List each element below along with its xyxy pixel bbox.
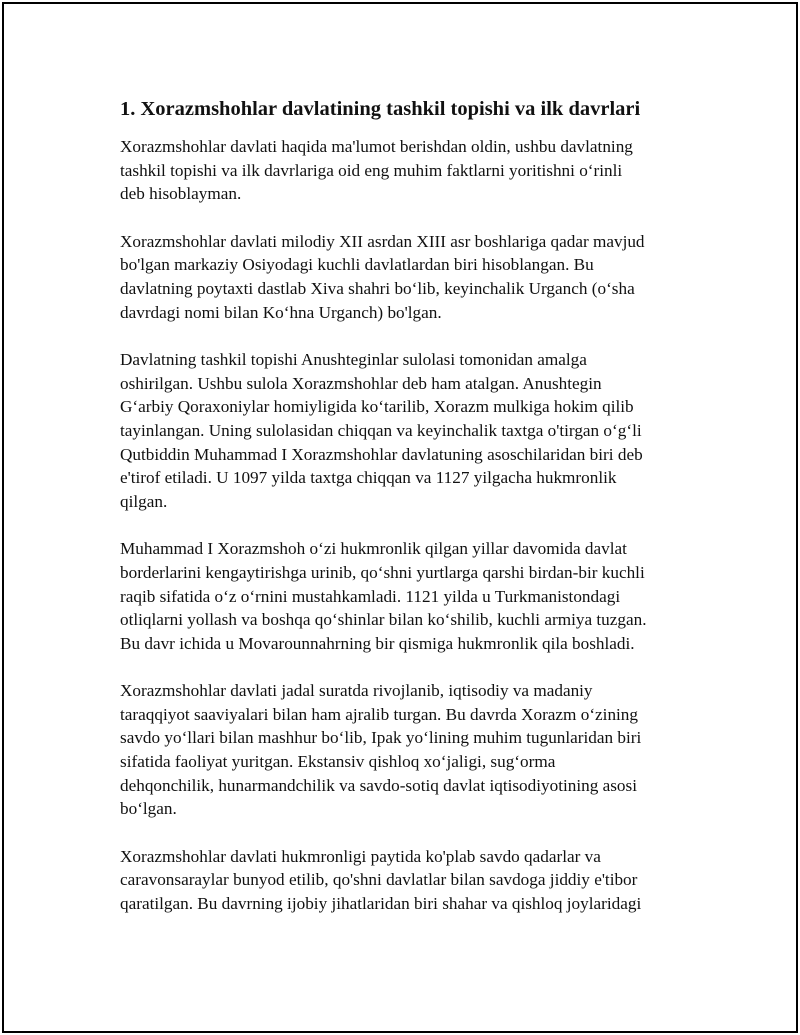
text-line: Muhammad I Xorazmshoh o‘zi hukmronlik qilgan yillar davomida davlat (120, 539, 627, 559)
paragraph-2 (120, 230, 700, 324)
text-line: borderlarini kengaytirishga urinib, qo‘shni yurtlarga qarshi birdan-bir kuchli (120, 562, 645, 582)
text-line: caravonsaraylar bunyod etilib, qo'shni davlatlar bilan savdoga jiddiy e'tibor (120, 870, 638, 890)
text-line: taraqqiyot saaviyalari bilan ham ajralib turgan. Bu davrda Xorazm o‘zining (120, 704, 638, 724)
text-line: raqib sifatida o‘z o‘rnini mustahkamladi. 1121 yilda u Turkmanistondagi (120, 586, 621, 606)
text-line: Davlatning tashkil topishi Anushteginlar sulolasi tomonidan amalga (120, 350, 587, 370)
section-heading: 1. Xorazmshohlar davlatining tashkil topishi va ilk davrlari (120, 98, 641, 120)
text-line: oshirilgan. Ushbu sulola Xorazmshohlar deb ham atalgan. Anushtegin (120, 373, 602, 393)
text-line: Xorazmshohlar davlati hukmronligi paytida ko'plab savdo qadarlar va (120, 846, 601, 866)
text-line: bo‘lgan. (120, 799, 177, 819)
text-line: Bu davr ichida u Movarounnahrning bir qismiga hukmronlik qila boshladi. (120, 633, 635, 653)
text-line: dehqonchilik, hunarmandchilik va savdo-sotiq davlat iqtisodiyotining asosi (120, 775, 637, 795)
paragraph-4 (120, 537, 700, 655)
text-line: Xorazmshohlar davlati haqida ma'lumot berishdan oldin, ushbu davlatning (120, 137, 633, 156)
text-line: deb hisoblayman. (120, 184, 242, 204)
text-line: qaratilgan. Bu davrning ijobiy jihatlaridan biri shahar va qishloq joylaridagi (120, 894, 642, 914)
text-line: G‘arbiy Qoraxoniylar homiyligida ko‘tarilib, Xorazm mulkiga hokim qilib (120, 397, 634, 417)
text-line: otliqlarni yollash va boshqa qo‘shinlar bilan ko‘shilib, kuchli armiya tuzgan. (120, 610, 647, 630)
paragraph-1 (120, 135, 700, 206)
document-page (2, 2, 798, 1033)
text-line: bo'lgan markaziy Osiyodagi kuchli davlatlardan biri hisoblangan. Bu (120, 255, 594, 275)
text-line: tayinlangan. Uning sulolasidan chiqqan va keyinchalik taxtga o'tirgan o‘g‘li (120, 420, 642, 440)
text-line: e'tirof etiladi. U 1097 yilda taxtga chiqqan va 1127 yilgacha hukmronlik (120, 468, 617, 488)
text-line: davrdagi nomi bilan Ko‘hna Urganch) bo'lgan. (120, 302, 442, 322)
paragraph-5 (120, 679, 700, 821)
text-line: Xorazmshohlar davlati jadal suratda rivojlanib, iqtisodiy va madaniy (120, 681, 593, 701)
text-line: Qutbiddin Muhammad I Xorazmshohlar davlatuning asoschilaridan biri deb (120, 444, 643, 464)
text-line: qilgan. (120, 491, 168, 511)
text-line: davlatning poytaxti dastlab Xiva shahri bo‘lib, keyinchalik Urganch (o‘sha (120, 278, 635, 298)
text-line: Xorazmshohlar davlati milodiy XII asrdan XIII asr boshlariga qadar mavjud (120, 231, 645, 251)
document-content (120, 96, 700, 940)
paragraph-3 (120, 348, 700, 513)
text-line: tashkil topishi va ilk davrlariga oid eng muhim faktlarni yoritishni o‘rinli (120, 160, 623, 180)
text-line: savdo yo‘llari bilan mashhur bo‘lib, Ipak yo‘lining muhim tugunlaridan biri (120, 728, 642, 748)
paragraph-6 (120, 845, 700, 916)
text-line: sifatida faoliyat yuritgan. Ekstansiv qishloq xo‘jaligi, sug‘orma (120, 752, 556, 772)
